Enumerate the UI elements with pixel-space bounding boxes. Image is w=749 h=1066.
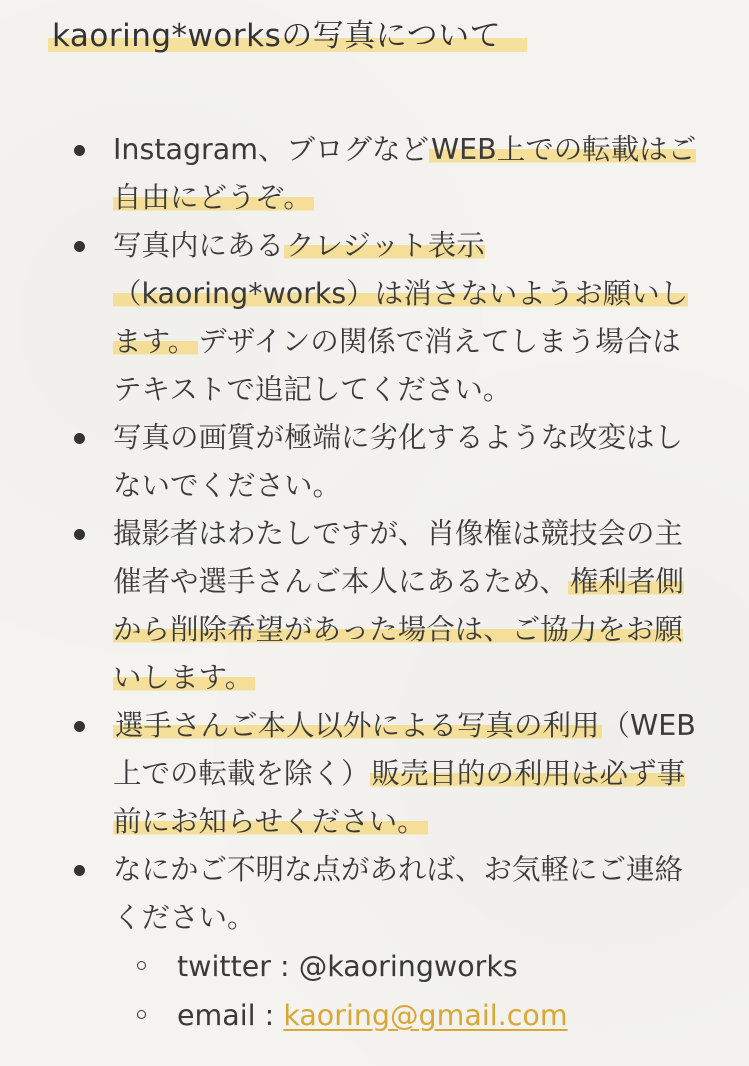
item-text: 撮影者はわたしですが、肖像権は競技会の主催者や選手さんご本人にあるため、 bbox=[113, 517, 684, 598]
contact-twitter bbox=[113, 942, 697, 991]
list-item bbox=[0, 702, 749, 846]
list-item bbox=[0, 510, 749, 702]
list-item bbox=[0, 126, 749, 222]
circle-bullet-icon bbox=[137, 961, 146, 970]
list-item bbox=[0, 222, 749, 414]
contact-label: email : bbox=[177, 999, 284, 1032]
page-title bbox=[48, 14, 527, 58]
item-text: デザインの関係で消えてしまう場合はテキストで追記してください。 bbox=[113, 325, 681, 406]
item-highlight-text: WEB上での転載はご自由にどうぞ。 bbox=[113, 133, 697, 214]
contact-label: twitter : bbox=[177, 950, 299, 983]
circle-bullet-icon bbox=[137, 1010, 146, 1019]
item-text: 写真の画質が極端に劣化するような改変はしないでください。 bbox=[113, 421, 684, 502]
bullet-icon bbox=[74, 433, 85, 444]
contact-email bbox=[113, 991, 697, 1040]
list-item bbox=[0, 414, 749, 510]
twitter-handle: @kaoringworks bbox=[298, 950, 518, 983]
item-highlight-text: クレジット表示（kaoring*works）は消さないようお願いします。 bbox=[113, 229, 689, 358]
item-highlight-text: 選手さんご本人以外による写真の利用 bbox=[115, 709, 600, 742]
terms-list bbox=[0, 126, 749, 1040]
page-title-text: kaoring*worksの写真について bbox=[48, 18, 527, 54]
item-text: Instagram、ブログなど bbox=[113, 133, 429, 166]
bullet-icon bbox=[74, 145, 85, 156]
bullet-icon bbox=[74, 241, 85, 252]
bullet-icon bbox=[74, 865, 85, 876]
item-text: （WEB上での転載を除く） bbox=[113, 709, 696, 790]
item-highlight-text: 権利者側から削除希望があった場合は、ご協力をお願いします。 bbox=[113, 565, 684, 694]
item-text: 写真内にある bbox=[113, 229, 285, 262]
bullet-icon bbox=[74, 529, 85, 540]
list-item bbox=[0, 846, 749, 1040]
contact-list bbox=[113, 942, 697, 1040]
item-highlight-text: 販売目的の利用は必ず事前にお知らせください。 bbox=[113, 757, 686, 838]
bullet-icon bbox=[74, 721, 85, 732]
item-text: なにかご不明な点があれば、お気軽にご連絡ください。 bbox=[113, 853, 684, 934]
email-link[interactable]: kaoring@gmail.com bbox=[283, 999, 568, 1032]
